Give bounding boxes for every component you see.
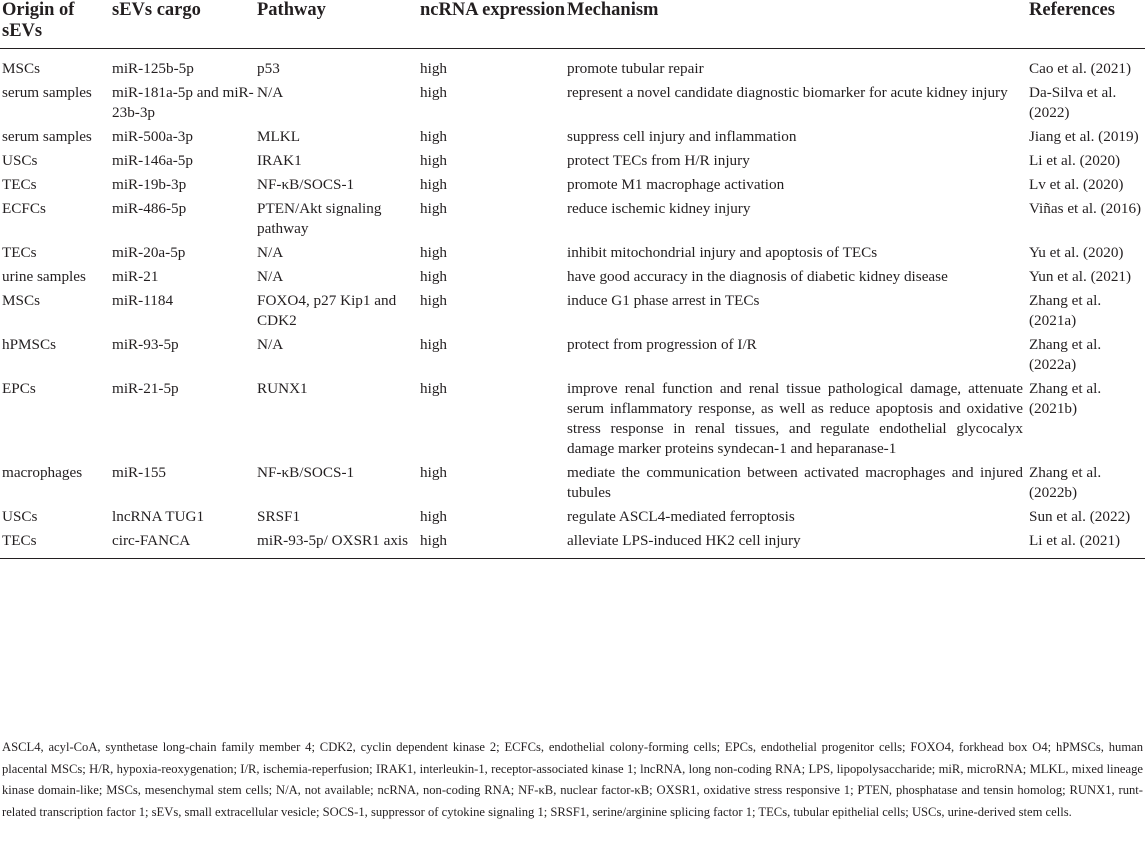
cell-mechanism: promote tubular repair bbox=[567, 60, 704, 77]
cell-references: Lv et al. (2020) bbox=[1029, 176, 1124, 193]
cell-pathway: N/A bbox=[257, 244, 284, 261]
cell-cargo: miR-125b-5p bbox=[112, 60, 194, 77]
cell-mechanism: alleviate LPS-induced HK2 cell injury bbox=[567, 531, 1029, 559]
cell-references: Li et al. (2020) bbox=[1029, 152, 1121, 169]
cell-mechanism: mediate the communication between activated macrophages and injured tubules bbox=[567, 464, 1023, 501]
table-footnote: ASCL4, acyl-CoA, synthetase long-chain family member 4; CDK2, cyclin dependent kinase 2; ECFCs, endothelial colony-forming cells; EPCs, endothelial progenitor cells; FOXO4, forkhead box O4; hPMSCs, human placental MSCs; H/R, hypoxia-reoxygenation; I/R, ischemia-reperfusion; IRAK1, interleukin-1, receptor-associated kinase 1; lncRNA, long non-coding RNA; LPS, lipopolysaccharide; miR, microRNA; MLKL, mixed lineage kinase domain-like; MSCs, mesenchymal stem cells; N/A, not available; ncRNA, non-coding RNA; NF-κB, nuclear factor-κB; OXSR1, oxidative stress responsive 1; PTEN, phosphatase and tensin homolog; RUNX1, runt-related transcription factor 1; sEVs, small extracellular vesicle; SOCS-1, suppressor of cytokine signaling 1; SRSF1, serine/arginine splicing factor 1; TECs, tubular epithelial cells; USCs, urine-derived stem cells. bbox=[2, 740, 1143, 819]
table-header bbox=[0, 0, 1145, 49]
cell-pathway: N/A bbox=[257, 84, 284, 101]
table-row bbox=[0, 243, 1145, 267]
cell-expression: high bbox=[420, 531, 567, 559]
cell-origin: TECs bbox=[2, 176, 37, 193]
cell-pathway: SRSF1 bbox=[257, 508, 301, 525]
cell-origin: TECs bbox=[2, 244, 37, 261]
table-row bbox=[0, 49, 1145, 84]
cell-references: Yun et al. (2021) bbox=[1029, 268, 1132, 285]
cell-references: Li et al. (2021) bbox=[1029, 531, 1145, 559]
cell-references: Cao et al. (2021) bbox=[1029, 60, 1132, 77]
cell-references: Sun et al. (2022) bbox=[1029, 508, 1131, 525]
cell-expression: high bbox=[420, 336, 448, 353]
cell-references: Yu et al. (2020) bbox=[1029, 244, 1124, 261]
cell-references: Da-Silva et al. (2022) bbox=[1029, 84, 1117, 121]
cell-mechanism: suppress cell injury and inflammation bbox=[567, 128, 797, 145]
table-row bbox=[0, 199, 1145, 243]
cell-mechanism: have good accuracy in the diagnosis of diabetic kidney disease bbox=[567, 268, 948, 285]
cell-origin: serum samples bbox=[2, 84, 92, 101]
cell-pathway: RUNX1 bbox=[257, 380, 308, 397]
cell-cargo: miR-19b-3p bbox=[112, 176, 187, 193]
cell-mechanism: inhibit mitochondrial injury and apoptosis of TECs bbox=[567, 244, 878, 261]
cell-cargo: miR-21-5p bbox=[112, 380, 179, 397]
cell-pathway: MLKL bbox=[257, 128, 301, 145]
header-expression: ncRNA expression bbox=[420, 0, 567, 49]
cell-expression: high bbox=[420, 380, 448, 397]
header-row bbox=[0, 0, 1145, 49]
cell-references: Jiang et al. (2019) bbox=[1029, 128, 1139, 145]
cell-references: Zhang et al. (2021b) bbox=[1029, 380, 1102, 417]
table-row bbox=[0, 83, 1145, 127]
cell-cargo: miR-181a-5p and miR-23b-3p bbox=[112, 84, 254, 121]
cell-expression: high bbox=[420, 176, 448, 193]
cell-expression: high bbox=[420, 508, 448, 525]
table-row bbox=[0, 507, 1145, 531]
table-row bbox=[0, 379, 1145, 463]
cell-expression: high bbox=[420, 464, 448, 481]
table-body bbox=[0, 49, 1145, 559]
cell-cargo: lncRNA TUG1 bbox=[112, 508, 205, 525]
cell-mechanism: protect from progression of I/R bbox=[567, 336, 757, 353]
cell-expression: high bbox=[420, 152, 448, 169]
cell-origin: TECs bbox=[0, 531, 112, 559]
header-cargo: sEVs cargo bbox=[112, 0, 257, 49]
cell-pathway: PTEN/Akt signaling pathway bbox=[257, 200, 382, 237]
cell-pathway: IRAK1 bbox=[257, 152, 302, 169]
cell-origin: hPMSCs bbox=[2, 336, 57, 353]
cell-references: Zhang et al. (2022b) bbox=[1029, 464, 1102, 501]
cell-cargo: miR-146a-5p bbox=[112, 152, 193, 169]
cell-expression: high bbox=[420, 60, 448, 77]
cell-cargo: miR-500a-3p bbox=[112, 128, 193, 145]
cell-origin: urine samples bbox=[2, 268, 86, 285]
cell-expression: high bbox=[420, 292, 448, 309]
cell-references: Viñas et al. (2016) bbox=[1029, 200, 1142, 217]
cell-mechanism: represent a novel candidate diagnostic biomarker for acute kidney injury bbox=[567, 84, 1008, 101]
table-row bbox=[0, 463, 1145, 507]
cell-expression: high bbox=[420, 84, 448, 101]
cell-cargo: miR-486-5p bbox=[112, 200, 187, 217]
cell-cargo: miR-155 bbox=[112, 464, 167, 481]
cell-origin: MSCs bbox=[2, 60, 40, 77]
cell-expression: high bbox=[420, 244, 448, 261]
cell-pathway: p53 bbox=[257, 60, 280, 77]
cell-references: Zhang et al. (2021a) bbox=[1029, 292, 1102, 329]
table-row bbox=[0, 151, 1145, 175]
cell-pathway: FOXO4, p27 Kip1 and CDK2 bbox=[257, 292, 397, 329]
cell-pathway: NF-κB/SOCS-1 bbox=[257, 464, 355, 481]
cell-mechanism: induce G1 phase arrest in TECs bbox=[567, 292, 760, 309]
cell-pathway: NF-κB/SOCS-1 bbox=[257, 176, 355, 193]
header-mechanism: Mechanism bbox=[567, 0, 1029, 49]
cell-origin: MSCs bbox=[2, 292, 40, 309]
table-row bbox=[0, 175, 1145, 199]
table-row bbox=[0, 127, 1145, 151]
cell-origin: macrophages bbox=[2, 464, 83, 481]
cell-cargo: circ-FANCA bbox=[112, 531, 257, 559]
cell-pathway: N/A bbox=[257, 336, 284, 353]
cell-cargo: miR-93-5p bbox=[112, 336, 179, 353]
cell-mechanism: promote M1 macrophage activation bbox=[567, 176, 785, 193]
cell-references: Zhang et al. (2022a) bbox=[1029, 336, 1102, 373]
table-row bbox=[0, 335, 1145, 379]
cell-origin: USCs bbox=[2, 508, 38, 525]
cell-origin: USCs bbox=[2, 152, 38, 169]
cell-origin: serum samples bbox=[2, 128, 92, 145]
cell-mechanism: reduce ischemic kidney injury bbox=[567, 200, 751, 217]
header-references: References bbox=[1029, 0, 1145, 49]
cell-mechanism: improve renal function and renal tissue pathological damage, attenuate serum inflammatory response, as well as reduce apoptosis and oxidative stress response in renal tissues, and regulate endothelial glycocalyx damage marker proteins syndecan-1 and heparanase-1 bbox=[567, 380, 1023, 457]
cell-cargo: miR-21 bbox=[112, 268, 159, 285]
cell-mechanism: protect TECs from H/R injury bbox=[567, 152, 750, 169]
table-row bbox=[0, 291, 1145, 335]
cell-expression: high bbox=[420, 128, 448, 145]
cell-mechanism: regulate ASCL4-mediated ferroptosis bbox=[567, 508, 795, 525]
header-origin: Origin of sEVs bbox=[0, 0, 112, 49]
cell-expression: high bbox=[420, 200, 448, 217]
cell-origin: ECFCs bbox=[2, 200, 46, 217]
cell-cargo: miR-20a-5p bbox=[112, 244, 186, 261]
cell-pathway: N/A bbox=[257, 268, 284, 285]
header-pathway: Pathway bbox=[257, 0, 420, 49]
cell-pathway: miR-93-5p/ OXSR1 axis bbox=[257, 531, 420, 559]
cell-cargo: miR-1184 bbox=[112, 292, 174, 309]
table-row bbox=[0, 531, 1145, 559]
cell-origin: EPCs bbox=[2, 380, 36, 397]
table-row bbox=[0, 267, 1145, 291]
cell-expression: high bbox=[420, 268, 448, 285]
